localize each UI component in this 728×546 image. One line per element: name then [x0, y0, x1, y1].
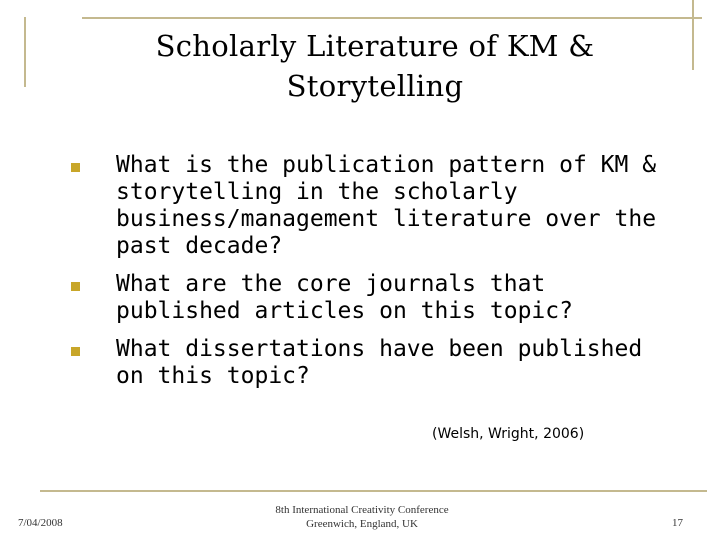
- bullet-item: [62, 152, 682, 260]
- slide-title: [90, 26, 660, 106]
- footer-conference: [262, 503, 462, 531]
- conference-name: 8th International Creativity Conference: [275, 504, 449, 516]
- bullet-square-icon: [71, 163, 80, 172]
- frame-line-right: [692, 0, 694, 70]
- bullet-text: What is the publication pattern of KM & storytelling in the scholarly business/management literature over the past decade?: [116, 152, 657, 259]
- citation: (Welsh, Wright, 2006): [432, 426, 585, 442]
- bullet-item: [62, 271, 682, 325]
- frame-line-top: [82, 17, 702, 19]
- footer-divider: [40, 490, 707, 492]
- bullet-text: What dissertations have been published on this topic?: [116, 336, 643, 389]
- bullet-list: [62, 152, 682, 401]
- bullet-item: [62, 336, 682, 390]
- footer-date: 7/04/2008: [18, 517, 63, 529]
- bullet-square-icon: [71, 347, 80, 356]
- title-line-1: Scholarly Literature of KM &: [155, 29, 595, 63]
- frame-line-left: [24, 17, 26, 87]
- title-line-2: Storytelling: [286, 69, 464, 103]
- conference-location: Greenwich, England, UK: [306, 518, 418, 530]
- bullet-text: What are the core journals that published articles on this topic?: [116, 271, 573, 324]
- page-number: 17: [672, 517, 683, 529]
- bullet-square-icon: [71, 282, 80, 291]
